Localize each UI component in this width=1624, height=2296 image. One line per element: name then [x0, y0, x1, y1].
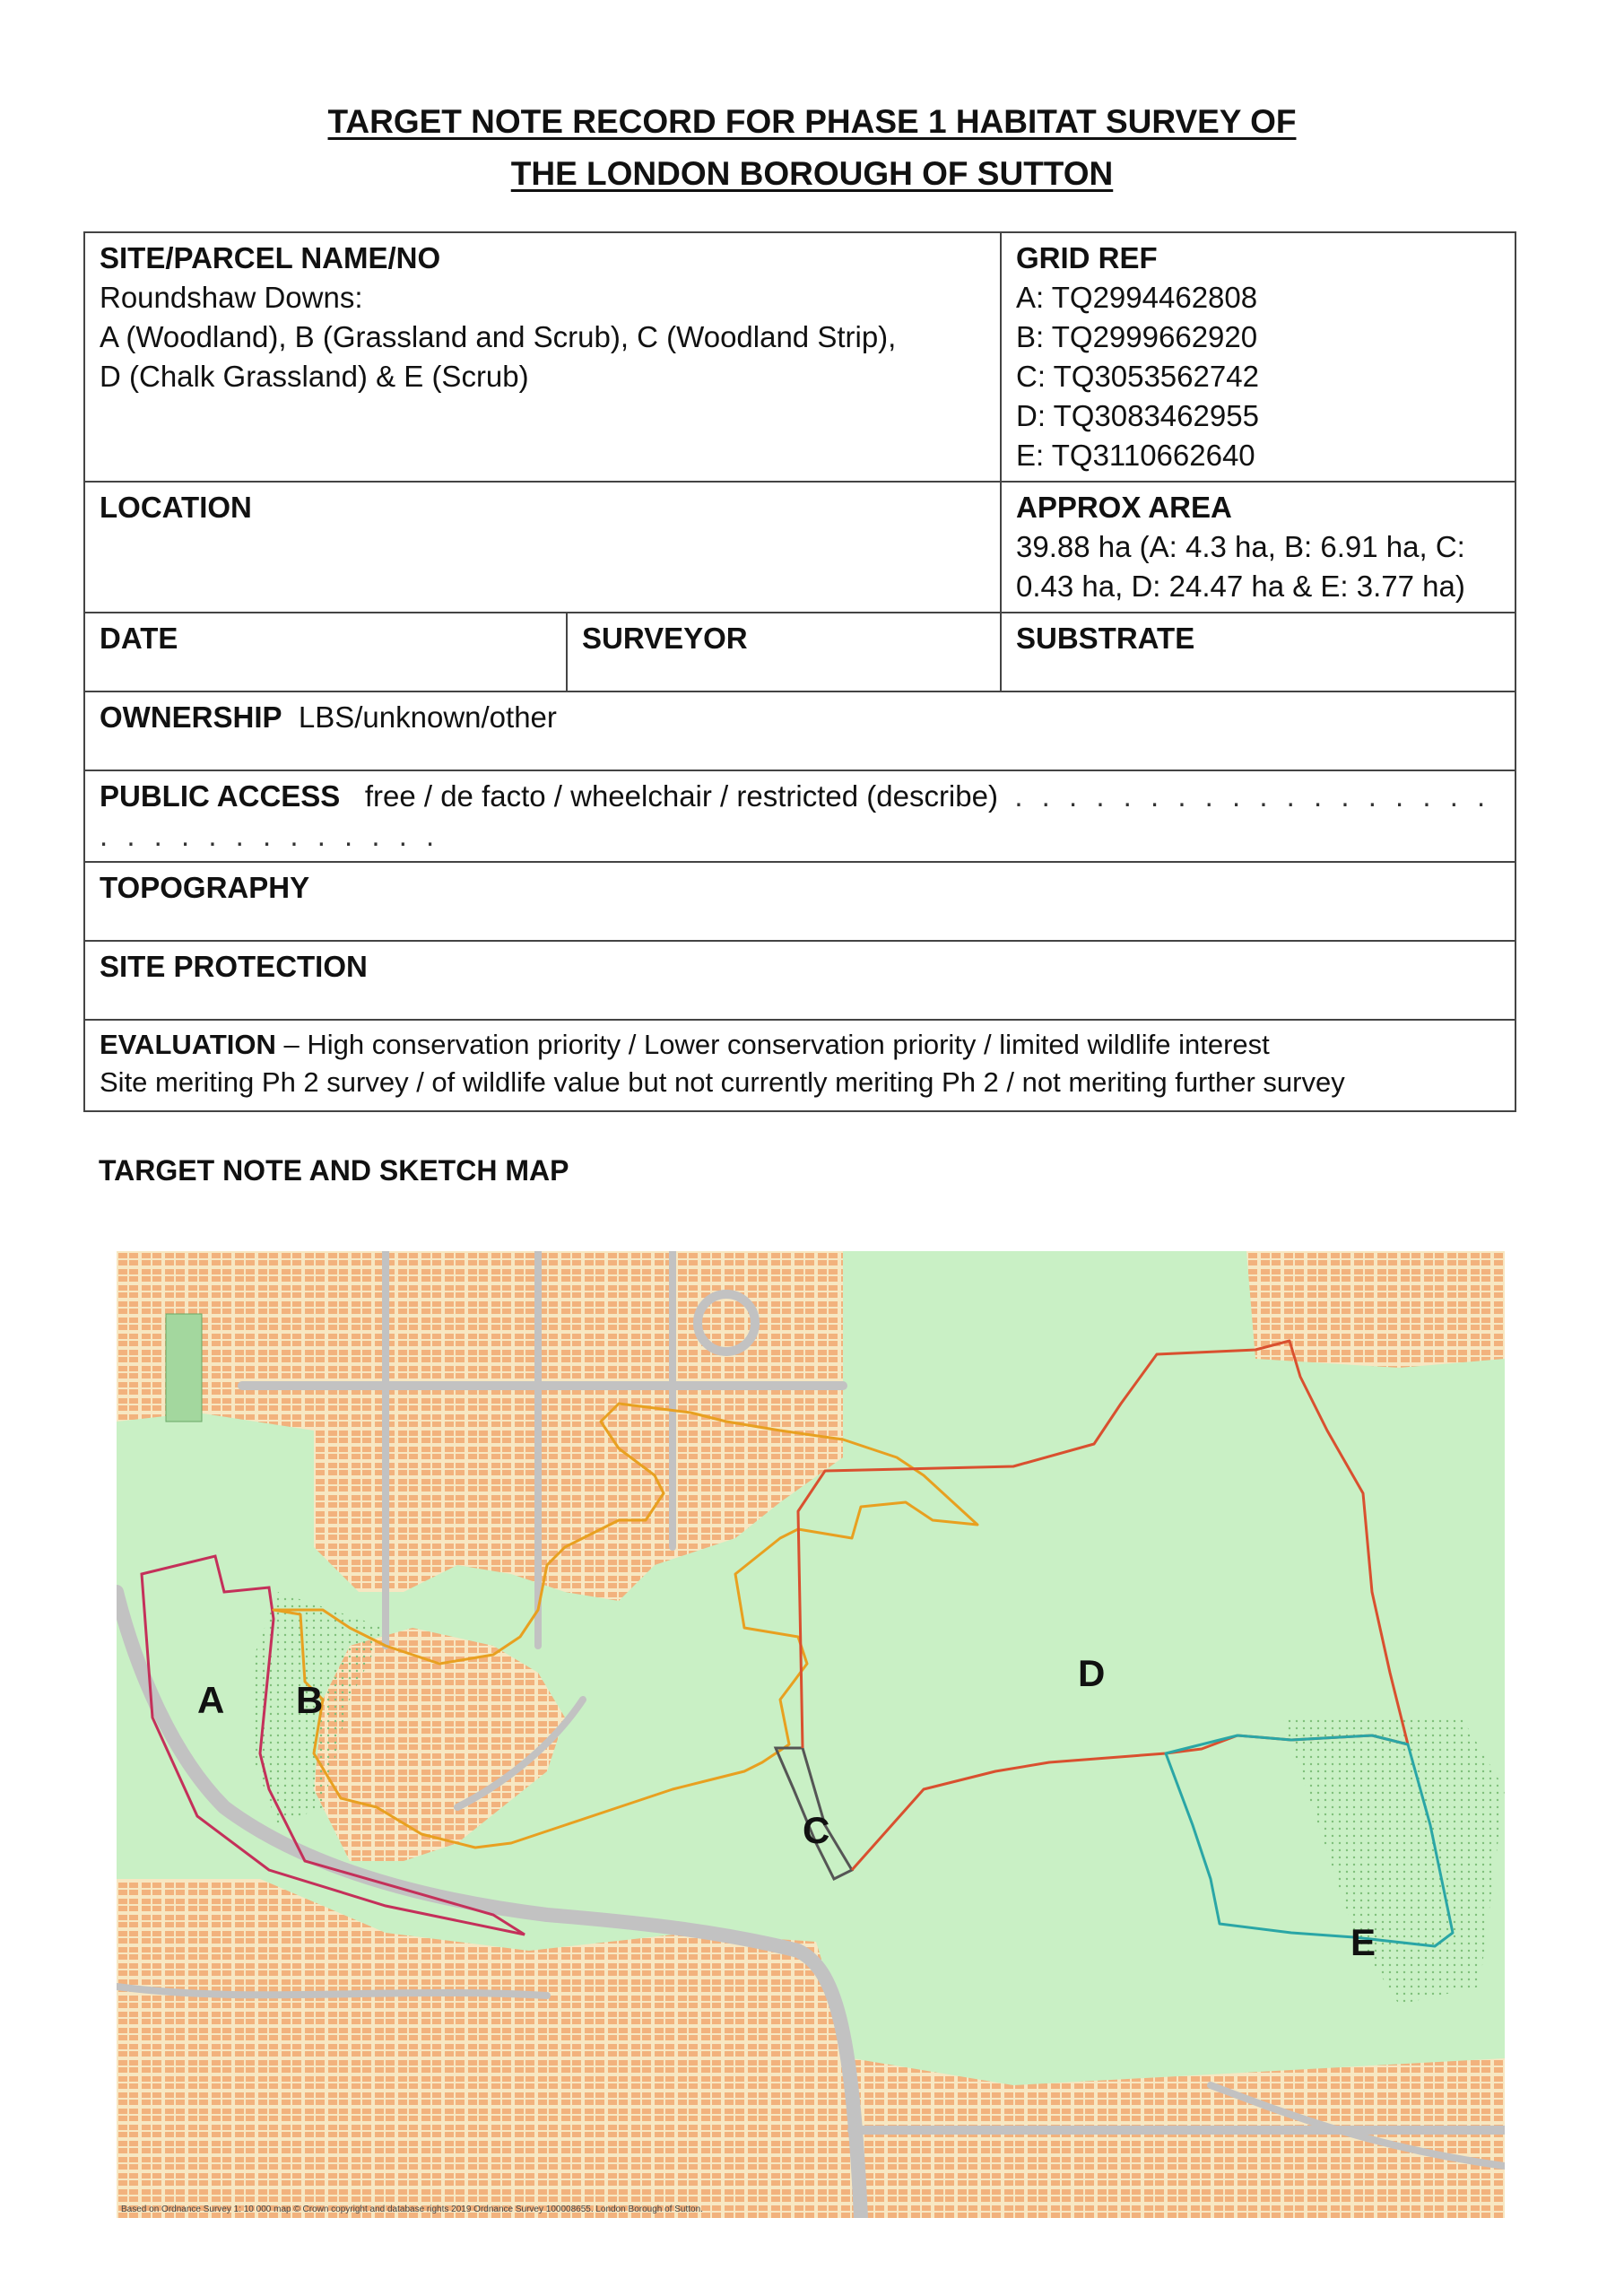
approx-area-value: 39.88 ha (A: 4.3 ha, B: 6.91 ha, C: [1016, 530, 1465, 563]
ownership-cell[interactable] [84, 691, 1515, 770]
document-title-line-2: THE LONDON BOROUGH OF SUTTON [510, 155, 1114, 192]
location-cell[interactable] [84, 482, 1001, 613]
topography-cell[interactable] [84, 862, 1515, 941]
evaluation-options-1: – High conservation priority / Lower conservation priority / limited wildlife interest [275, 1029, 1270, 1060]
document-title-line-1: TARGET NOTE RECORD FOR PHASE 1 HABITAT SURVEY OF [327, 103, 1297, 140]
map-drawing [117, 1251, 1505, 2218]
grid-ref-value: E: TQ3110662640 [1016, 439, 1255, 472]
parcel-label-c: C [803, 1809, 830, 1851]
parcel-label-d: D [1078, 1652, 1106, 1694]
approx-area-cell[interactable] [1001, 482, 1515, 613]
topography-label: TOPOGRAPHY [100, 871, 310, 904]
grid-ref-value: A: TQ2994462808 [1016, 281, 1258, 314]
surveyor-label: SURVEYOR [582, 622, 748, 655]
grid-ref-value: B: TQ2999662920 [1016, 320, 1258, 353]
approx-area-value: 0.43 ha, D: 24.47 ha & E: 3.77 ha) [1016, 570, 1465, 603]
grid-ref-cell[interactable] [1001, 232, 1515, 482]
date-cell[interactable] [84, 613, 567, 691]
approx-area-label: APPROX AREA [1016, 491, 1232, 524]
site-protection-cell[interactable] [84, 941, 1515, 1020]
public-access-cell[interactable] [84, 770, 1515, 862]
sketch-map-heading: TARGET NOTE AND SKETCH MAP [99, 1154, 569, 1187]
site-parcel-line: Roundshaw Downs: [100, 281, 363, 314]
sports-pitch [166, 1314, 202, 1422]
location-label: LOCATION [100, 491, 252, 524]
date-label: DATE [100, 622, 178, 655]
site-parcel-cell[interactable] [84, 232, 1001, 482]
public-access-dotted-line: . . . . . . . . . . . . . . . . . . . . . . . . . . . . . . . [100, 779, 1491, 852]
map-copyright-footer: Based on Ordnance Survey 1: 10 000 map © Crown copyright and database rights 2019 Ordnance Survey 100008655. London Borough of Sutton. [121, 2205, 703, 2214]
site-parcel-label: SITE/PARCEL NAME/NO [100, 241, 441, 274]
grid-ref-value: D: TQ3083462955 [1016, 399, 1259, 432]
evaluation-options-2: Site meriting Ph 2 survey / of wildlife value but not currently meriting Ph 2 / not meriting further survey [100, 1066, 1345, 1098]
public-access-label: PUBLIC ACCESS [100, 779, 341, 813]
site-protection-label: SITE PROTECTION [100, 950, 368, 983]
evaluation-cell[interactable] [84, 1020, 1515, 1111]
ownership-options: LBS/unknown/other [298, 700, 557, 734]
grid-ref-label: GRID REF [1016, 241, 1158, 274]
substrate-cell[interactable] [1001, 613, 1515, 691]
survey-record-form [83, 231, 1516, 1112]
parcel-label-a: A [197, 1679, 225, 1721]
sketch-map [117, 1251, 1505, 2218]
parcel-label-b: B [296, 1679, 324, 1721]
site-parcel-line: A (Woodland), B (Grassland and Scrub), C (Woodland Strip), [100, 320, 897, 353]
site-parcel-line: D (Chalk Grassland) & E (Scrub) [100, 360, 529, 393]
east-housing-area [1246, 1251, 1505, 1368]
surveyor-cell[interactable] [567, 613, 1001, 691]
grid-ref-value: C: TQ3053562742 [1016, 360, 1259, 393]
parcel-label-e: E [1350, 1921, 1376, 1963]
evaluation-label: EVALUATION [100, 1029, 276, 1060]
public-access-options: free / de facto / wheelchair / restricted (describe) [364, 779, 998, 813]
ownership-label: OWNERSHIP [100, 700, 282, 734]
substrate-label: SUBSTRATE [1016, 622, 1195, 655]
